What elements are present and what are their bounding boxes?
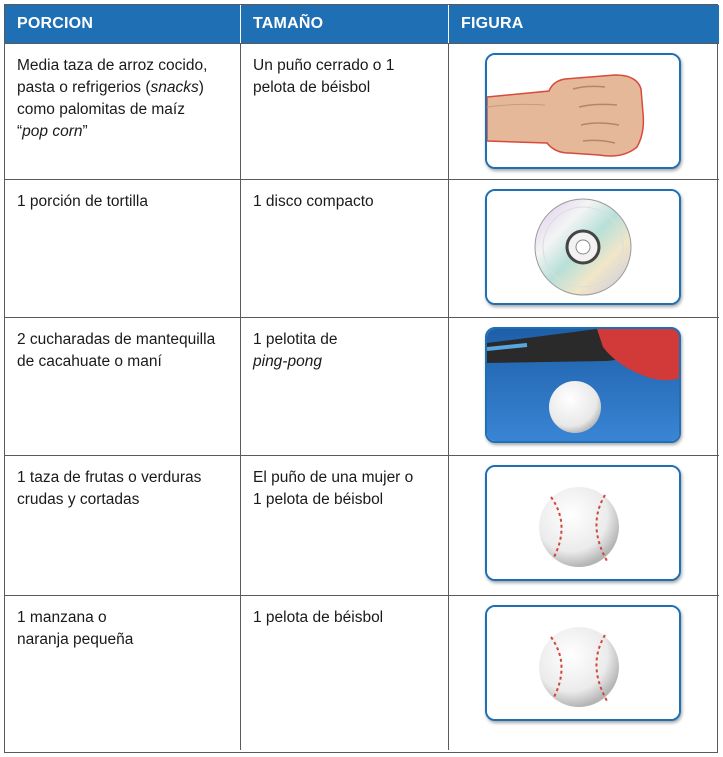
portion-line	[17, 467, 228, 489]
portion-cell	[5, 317, 241, 455]
size-text: 1 pelota de béisbol	[253, 491, 384, 508]
ping-pong-image	[485, 327, 681, 443]
portion-text: snacks	[150, 79, 199, 96]
baseball-image	[485, 465, 681, 581]
size-text: 1 pelota de béisbol	[253, 609, 384, 626]
baseball-image	[485, 605, 681, 721]
fist-image	[485, 53, 681, 169]
figure-cell	[449, 455, 719, 595]
size-cell	[241, 595, 449, 750]
size-line	[253, 351, 436, 373]
portion-cell	[5, 179, 241, 317]
portion-line	[17, 121, 228, 143]
portion-text: 1 taza de frutas o verduras	[17, 469, 202, 486]
portion-text: pasta o refrigerios (	[17, 79, 151, 96]
portion-text: 2 cucharadas de mantequilla	[17, 331, 216, 348]
size-text: pelota de béisbol	[253, 79, 371, 96]
portion-line	[17, 629, 228, 651]
portion-line	[17, 489, 228, 511]
size-text: 1 pelotita de	[253, 331, 338, 348]
portion-size-table	[4, 4, 718, 753]
size-line	[253, 607, 436, 629]
figure-cell	[449, 43, 719, 179]
compact-disc-image	[485, 189, 681, 305]
portion-line	[17, 77, 228, 99]
figure-cell	[449, 179, 719, 317]
size-text: Un puño cerrado o 1	[253, 57, 395, 74]
size-line	[253, 329, 436, 351]
size-cell	[241, 179, 449, 317]
portion-text: ”	[82, 123, 88, 140]
portion-cell	[5, 595, 241, 750]
size-line	[253, 77, 436, 99]
size-line	[253, 489, 436, 511]
header-figura: FIGURA	[449, 5, 719, 43]
size-text: 1 disco compacto	[253, 193, 374, 210]
portion-line	[17, 99, 228, 121]
portion-line	[17, 329, 228, 351]
portion-text: )	[198, 79, 204, 96]
portion-cell	[5, 455, 241, 595]
portion-text: crudas y cortadas	[17, 491, 140, 508]
portion-text: naranja pequeña	[17, 631, 134, 648]
portion-text: pop corn	[22, 123, 83, 140]
size-cell	[241, 43, 449, 179]
portion-line	[17, 607, 228, 629]
portion-cell	[5, 43, 241, 179]
size-cell	[241, 317, 449, 455]
portion-text: Media taza de arroz cocido,	[17, 57, 208, 74]
portion-line	[17, 55, 228, 77]
size-line	[253, 191, 436, 213]
size-cell	[241, 455, 449, 595]
header-tamano: TAMAÑO	[241, 5, 449, 43]
size-text: El puño de una mujer o	[253, 469, 414, 486]
size-text: ping-pong	[253, 353, 322, 370]
portion-text: de cacahuate o maní	[17, 353, 162, 370]
portion-text: 1 manzana o	[17, 609, 107, 626]
figure-cell	[449, 317, 719, 455]
portion-line	[17, 351, 228, 373]
portion-text: como palomitas de maíz	[17, 101, 185, 118]
header-porcion: PORCION	[5, 5, 241, 43]
portion-line	[17, 191, 228, 213]
portion-text: “	[17, 123, 23, 140]
figure-cell	[449, 595, 719, 750]
portion-text: 1 porción de tortilla	[17, 193, 148, 210]
size-line	[253, 55, 436, 77]
size-line	[253, 467, 436, 489]
